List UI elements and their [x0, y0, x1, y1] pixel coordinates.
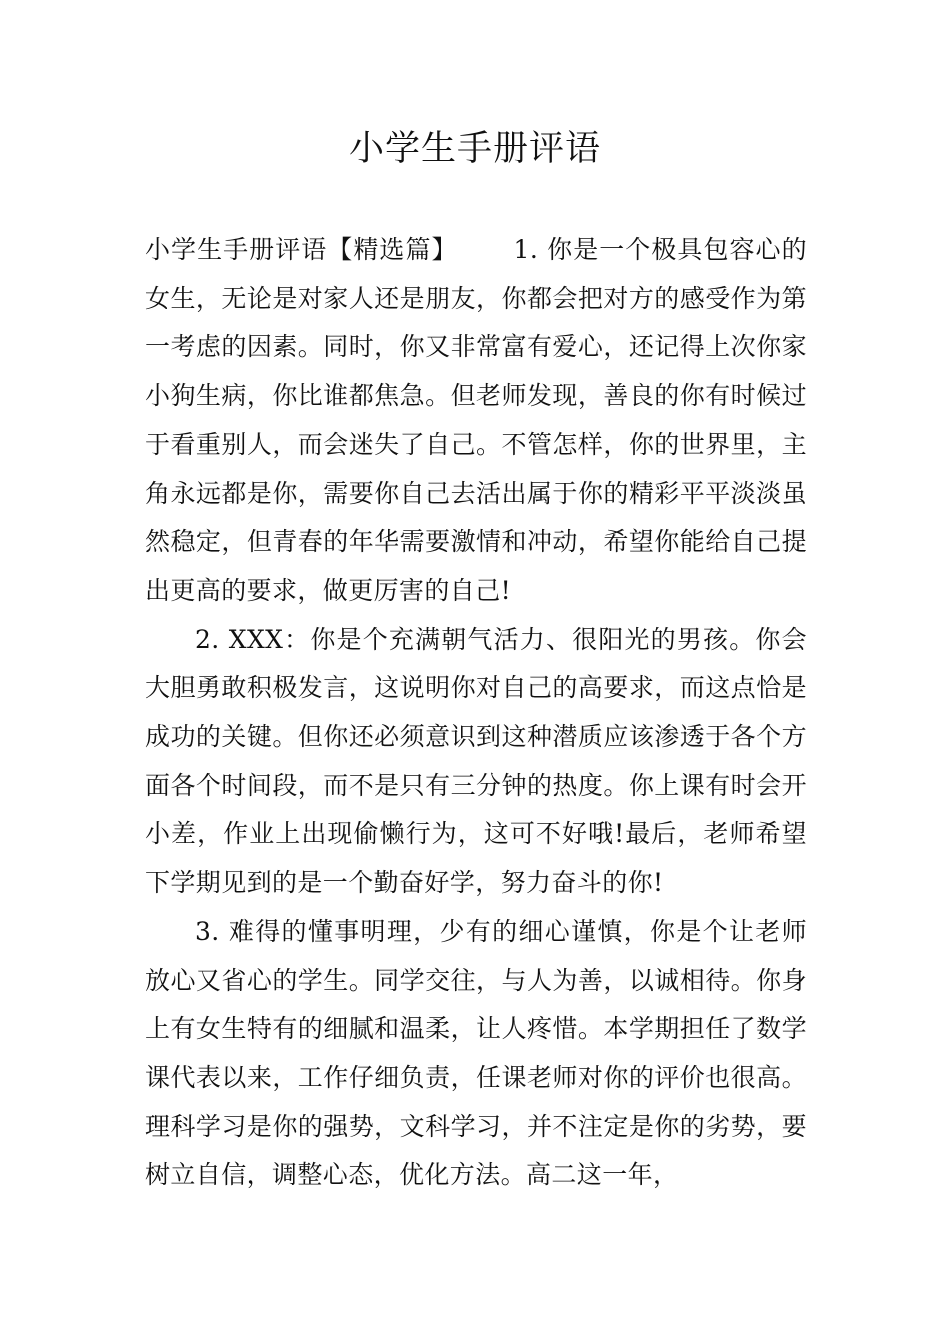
intro-label: 小学生手册评语【精选篇】 — [145, 235, 458, 264]
paragraph-3: 3. 难得的懂事明理，少有的细心谨慎，你是个让老师放心又省心的学生。同学交往，与人为善，以诚相待。你身上有女生特有的细腻和温柔，让人疼惜。本学期担任了数学课代表以来，工作仔细负责，任课老师对你的评价也很高。理科学习是你的强势，文科学习，并不注定是你的劣势，要树立自信，调整心态，优化方法。高二这一年， — [145, 916, 807, 1190]
document-body — [145, 226, 807, 1200]
document-title: 小学生手册评语 — [348, 129, 601, 169]
paragraph-2: 2. XXX：你是个充满朝气活力、很阳光的男孩。你会大胆勇敢积极发言，这说明你对自己的高要求，而这点恰是成功的关键。但你还必须意识到这种潜质应该渗透于各个方面各个时间段，而不是只有三分钟的热度。你上课有时会开小差，作业上出现偷懒行为，这可不好哦!最后，老师希望下学期见到的是一个勤奋好学，努力奋斗的你! — [145, 624, 807, 898]
paragraph-1 — [145, 226, 807, 616]
paragraph-1-text: 1. 你是一个极具包容心的女生，无论是对家人还是朋友，你都会把对方的感受作为第一考虑的因素。同时，你又非常富有爱心，还记得上次你家小狗生病，你比谁都焦急。但老师发现，善良的你有时候过于看重别人，而会迷失了自己。不管怎样，你的世界里，主角永远都是你，需要你自己去活出属于你的精彩平平淡淡虽然稳定，但青春的年华需要激情和冲动，希望你能给自己提出更高的要求，做更厉害的自己! — [145, 235, 807, 605]
